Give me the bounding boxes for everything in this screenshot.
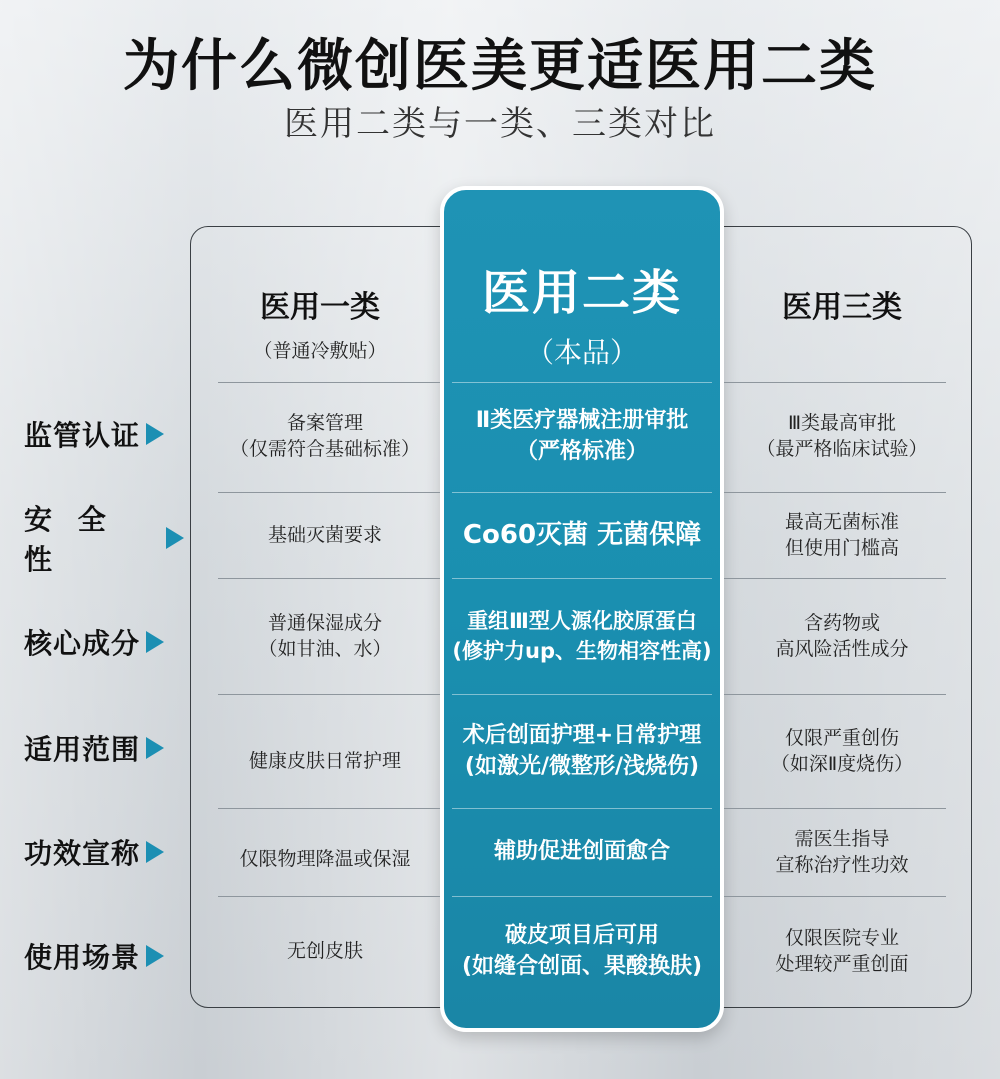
row-label-text: 使用场景 [24,941,141,974]
row-label-text: 安 全 性 [24,503,114,576]
cell-class3-scope: 仅限严重创伤 （如深Ⅱ度烧伤） [770,726,914,775]
cell-class3-ingredients: 含药物或 高风险活性成分 [775,611,909,660]
header-class-2 [444,254,720,371]
cell-class1-ingredients: 普通保湿成分 （如甘油、水） [258,611,392,660]
triangle-right-icon [146,841,164,863]
row-label-claims [24,830,184,874]
row-label-text: 监管认证 [24,419,141,452]
row-label-scenario [24,934,184,978]
header-class-2-name: 医用二类 [481,265,682,321]
header-class-3-name: 医用三类 [782,290,902,325]
cell-class2-regulation: Ⅱ类医疗器械注册审批 （严格标准） [475,408,689,464]
cell-class1-regulation: 备案管理 （仅需符合基础标准） [229,412,420,460]
row-label-text: 核心成分 [24,627,141,660]
cell-class2-scope: 术后创面护理+日常护理 (如激光/微整形/浅烧伤) [462,722,702,779]
cell-class3-safety: 最高无菌标准 但使用门槛高 [784,510,899,559]
triangle-right-icon [146,631,164,653]
triangle-right-icon [146,945,164,967]
row-label-text: 适用范围 [24,733,141,766]
row-label-ingredients [24,620,184,664]
row-label-safety [24,503,184,576]
triangle-right-icon [146,423,164,445]
header-class-2-sub: （本品） [525,336,638,369]
row-label-scope [24,726,184,770]
triangle-right-icon [146,737,164,759]
page-title: 为什么微创医美更适医用二类 [123,34,877,99]
cell-class2-safety: Co60灭菌 无菌保障 [462,520,702,551]
row-label-text: 功效宣称 [24,837,141,870]
cell-class3-regulation: Ⅲ类最高审批 （最严格临床试验） [756,412,928,460]
triangle-right-icon [166,527,184,549]
cell-class2-scenario: 破皮项目后可用 (如缝合创面、果酸换肤) [461,923,703,979]
cell-class2-claims: 辅助促进创面愈合 [493,839,670,865]
page-subtitle: 医用二类与一类、三类对比 [284,104,716,144]
cell-class1-safety: 基础灭菌要求 [267,523,382,546]
cell-class1-scope: 健康皮肤日常护理 [248,749,401,772]
cell-class1-scenario: 无创皮肤 [286,940,363,963]
cell-class2-ingredients: 重组Ⅲ型人源化胶原蛋白 (修护力up、生物相容性高) [452,609,712,663]
header-class-1 [220,282,420,363]
row-label-regulation [24,412,184,456]
cell-class3-scenario: 仅限医院专业 处理较严重创面 [775,927,909,975]
header-class-1-sub: （普通冷敷贴） [253,340,387,362]
cell-class1-claims: 仅限物理降温或保湿 [239,847,411,870]
cell-class3-claims: 需医生指导 宣称治疗性功效 [775,827,909,876]
header-class-1-name: 医用一类 [260,290,380,325]
header-class-3 [744,282,940,326]
